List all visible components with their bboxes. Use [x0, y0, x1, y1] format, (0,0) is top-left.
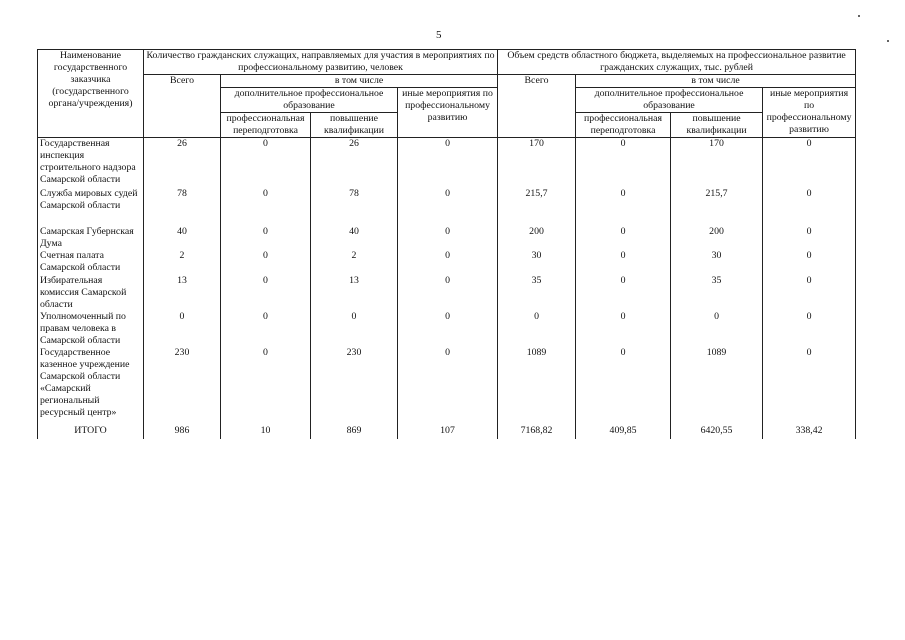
total-value: 869: [311, 421, 398, 439]
cell-value: 35: [498, 275, 576, 311]
cell-value: 26: [144, 138, 221, 188]
cell-value: 13: [311, 275, 398, 311]
header-count-retraining: профессиональная переподготовка: [221, 113, 311, 138]
cell-value: 0: [576, 226, 671, 250]
header-budget-qualification: повышение квалификации: [671, 113, 763, 138]
table-row: [38, 311, 856, 347]
cell-value: 2: [144, 250, 221, 275]
cell-value: 0: [398, 188, 498, 226]
table-row: [38, 250, 856, 275]
cell-value: 0: [221, 311, 311, 347]
row-name: Служба мировых судей Самарской области: [38, 188, 144, 226]
cell-value: 40: [144, 226, 221, 250]
cell-value: 0: [576, 311, 671, 347]
cell-value: 0: [398, 275, 498, 311]
cell-value: 0: [221, 226, 311, 250]
cell-value: 1089: [498, 347, 576, 421]
header-budget-other-events: иные мероприятия по профессиональному развитию: [763, 88, 856, 138]
header-count-additional-edu: дополнительное профессиональное образование: [221, 88, 398, 113]
table-row: [38, 188, 856, 226]
total-value: 10: [221, 421, 311, 439]
total-value: 338,42: [763, 421, 856, 439]
page-number: 5: [436, 29, 442, 41]
header-budget-retraining: профессиональная переподготовка: [576, 113, 671, 138]
cell-value: 78: [311, 188, 398, 226]
total-value: 107: [398, 421, 498, 439]
cell-value: 200: [671, 226, 763, 250]
header-budget-additional-edu: дополнительное профессиональное образование: [576, 88, 763, 113]
cell-value: 30: [671, 250, 763, 275]
header-count-qualification: повышение квалификации: [311, 113, 398, 138]
total-value: 986: [144, 421, 221, 439]
cell-value: 0: [221, 275, 311, 311]
cell-value: 0: [576, 250, 671, 275]
cell-value: 0: [144, 311, 221, 347]
cell-value: 0: [576, 138, 671, 188]
total-value: 409,85: [576, 421, 671, 439]
header-count-including: в том числе: [221, 75, 498, 88]
cell-value: 0: [221, 250, 311, 275]
table-row: [38, 347, 856, 421]
header-budget-including: в том числе: [576, 75, 856, 88]
cell-value: 2: [311, 250, 398, 275]
cell-value: 0: [763, 275, 856, 311]
cell-value: 0: [763, 347, 856, 421]
cell-value: 40: [311, 226, 398, 250]
cell-value: 200: [498, 226, 576, 250]
budget-table: [37, 49, 856, 439]
cell-value: 0: [671, 311, 763, 347]
header-count-total: Всего: [144, 75, 221, 138]
cell-value: 0: [576, 188, 671, 226]
cell-value: 215,7: [498, 188, 576, 226]
cell-value: 0: [221, 138, 311, 188]
scan-speck: [858, 15, 860, 17]
total-value: 6420,55: [671, 421, 763, 439]
cell-value: 0: [763, 188, 856, 226]
header-name: Наименование государственного заказчика (государственного органа/учреждения): [38, 50, 144, 138]
row-name: Государственное казенное учреждение Самарской области «Самарский региональный ресурсный центр»: [38, 347, 144, 421]
cell-value: 0: [398, 347, 498, 421]
cell-value: 0: [398, 311, 498, 347]
cell-value: 0: [576, 347, 671, 421]
total-label: ИТОГО: [38, 421, 144, 439]
header-count-group: Количество гражданских служащих, направляемых для участия в мероприятиях по профессиональному развитию, человек: [144, 50, 498, 75]
cell-value: 0: [763, 138, 856, 188]
cell-value: 30: [498, 250, 576, 275]
cell-value: 35: [671, 275, 763, 311]
cell-value: 78: [144, 188, 221, 226]
cell-value: 0: [763, 311, 856, 347]
cell-value: 0: [763, 226, 856, 250]
row-name: Самарская Губернская Дума: [38, 226, 144, 250]
cell-value: 1089: [671, 347, 763, 421]
cell-value: 0: [398, 226, 498, 250]
header-budget-group: Объем средств областного бюджета, выделяемых на профессиональное развитие гражданских служащих, тыс. рублей: [498, 50, 856, 75]
cell-value: 215,7: [671, 188, 763, 226]
cell-value: 13: [144, 275, 221, 311]
scan-speck: [887, 40, 889, 42]
cell-value: 230: [144, 347, 221, 421]
row-name: Избирательная комиссия Самарской области: [38, 275, 144, 311]
table-row: [38, 138, 856, 188]
cell-value: 0: [498, 311, 576, 347]
cell-value: 0: [221, 347, 311, 421]
cell-value: 0: [311, 311, 398, 347]
cell-value: 170: [671, 138, 763, 188]
total-row: [38, 421, 856, 439]
cell-value: 170: [498, 138, 576, 188]
cell-value: 230: [311, 347, 398, 421]
cell-value: 0: [398, 138, 498, 188]
row-name: Уполномоченный по правам человека в Самарской области: [38, 311, 144, 347]
cell-value: 0: [221, 188, 311, 226]
row-name: Государственная инспекция строительного надзора Самарской области: [38, 138, 144, 188]
table-row: [38, 226, 856, 250]
total-value: 7168,82: [498, 421, 576, 439]
header-count-other-events: иные мероприятия по профессиональному развитию: [398, 88, 498, 138]
cell-value: 0: [398, 250, 498, 275]
cell-value: 26: [311, 138, 398, 188]
cell-value: 0: [576, 275, 671, 311]
cell-value: 0: [763, 250, 856, 275]
header-budget-total: Всего: [498, 75, 576, 138]
row-name: Счетная палата Самарской области: [38, 250, 144, 275]
table-row: [38, 275, 856, 311]
